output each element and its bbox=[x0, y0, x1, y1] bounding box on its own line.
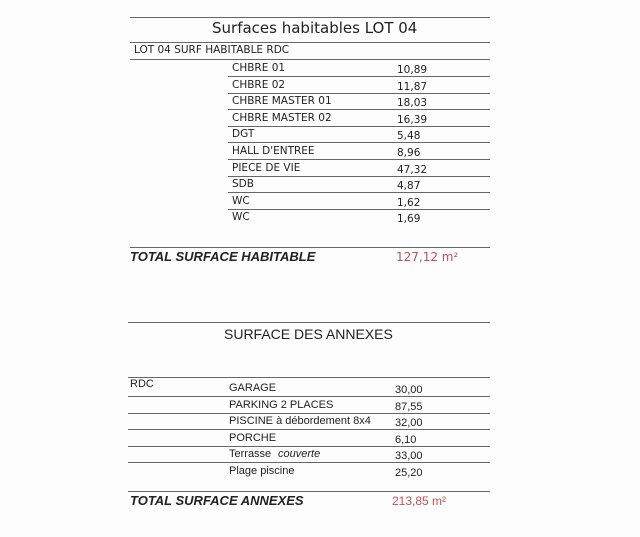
row-value: 8,96 bbox=[397, 147, 421, 159]
row-value: 5,48 bbox=[397, 130, 421, 143]
table-row bbox=[230, 176, 490, 193]
row-value: 32,00 bbox=[395, 417, 423, 430]
table-row bbox=[228, 380, 490, 397]
table-row bbox=[230, 143, 490, 160]
row-value: 1,69 bbox=[397, 213, 421, 226]
table-row bbox=[230, 209, 490, 226]
row-value: 6,10 bbox=[395, 433, 417, 446]
habitable-title: Surfaces habitables LOT 04 bbox=[212, 19, 418, 37]
divider bbox=[128, 377, 490, 378]
row-value: 47,32 bbox=[397, 163, 428, 176]
table-row bbox=[228, 413, 490, 430]
row-label: WC bbox=[232, 211, 250, 224]
table-row bbox=[230, 160, 490, 177]
row-value: 33,00 bbox=[395, 450, 423, 463]
row-value: 30,00 bbox=[395, 384, 423, 396]
table-row bbox=[230, 93, 490, 110]
divider bbox=[130, 247, 490, 248]
table-row bbox=[228, 397, 490, 414]
divider bbox=[128, 491, 490, 492]
row-value: 16,39 bbox=[397, 113, 428, 126]
row-label-italic: couverte bbox=[278, 448, 321, 461]
row-value: 18,03 bbox=[397, 97, 428, 110]
habitable-total-label: TOTAL SURFACE HABITABLE bbox=[130, 249, 316, 264]
row-label: PARKING 2 PLACES bbox=[229, 398, 334, 411]
row-value: 11,87 bbox=[397, 80, 428, 93]
row-label: CHBRE 02 bbox=[232, 78, 286, 91]
row-label: GARAGE bbox=[229, 382, 277, 394]
row-label: DGT bbox=[232, 128, 255, 141]
row-value: 25,20 bbox=[395, 467, 423, 479]
table-row bbox=[230, 77, 490, 94]
row-value: 87,55 bbox=[395, 400, 423, 413]
divider bbox=[130, 17, 490, 18]
annexes-total-value: 213,85 m² bbox=[392, 494, 447, 508]
row-label: CHBRE 01 bbox=[232, 62, 286, 74]
row-label: CHBRE MASTER 01 bbox=[232, 95, 332, 108]
row-label: PORCHE bbox=[229, 431, 277, 444]
table-row bbox=[228, 430, 490, 447]
table-row bbox=[228, 463, 490, 480]
habitable-total-value: 127,12 m² bbox=[396, 250, 459, 264]
habitable-subtitle: LOT 04 SURF HABITABLE RDC bbox=[134, 44, 290, 56]
divider bbox=[130, 42, 490, 43]
row-value: 4,87 bbox=[397, 180, 421, 193]
table-row bbox=[230, 110, 490, 127]
row-label: Plage piscine bbox=[229, 465, 295, 477]
table-row bbox=[230, 126, 490, 143]
table-row bbox=[230, 193, 490, 210]
row-label: CHBRE MASTER 02 bbox=[232, 111, 332, 124]
annexes-total-label: TOTAL SURFACE ANNEXES bbox=[130, 493, 304, 508]
row-label: Terrasse bbox=[229, 448, 272, 461]
row-label: WC bbox=[232, 194, 250, 207]
table-row bbox=[228, 446, 490, 463]
row-label: PIECE DE VIE bbox=[232, 161, 301, 174]
row-label: HALL D'ENTREE bbox=[232, 145, 315, 157]
divider bbox=[128, 322, 490, 323]
row-label: SDB bbox=[232, 178, 254, 191]
table-row bbox=[230, 60, 490, 77]
annexes-title: SURFACE DES ANNEXES bbox=[224, 326, 393, 342]
row-label: PISCINE à débordement 8x4 bbox=[229, 415, 371, 428]
annexes-level: RDC bbox=[130, 378, 154, 390]
row-value: 1,62 bbox=[397, 196, 421, 209]
row-value: 10,89 bbox=[397, 64, 428, 76]
